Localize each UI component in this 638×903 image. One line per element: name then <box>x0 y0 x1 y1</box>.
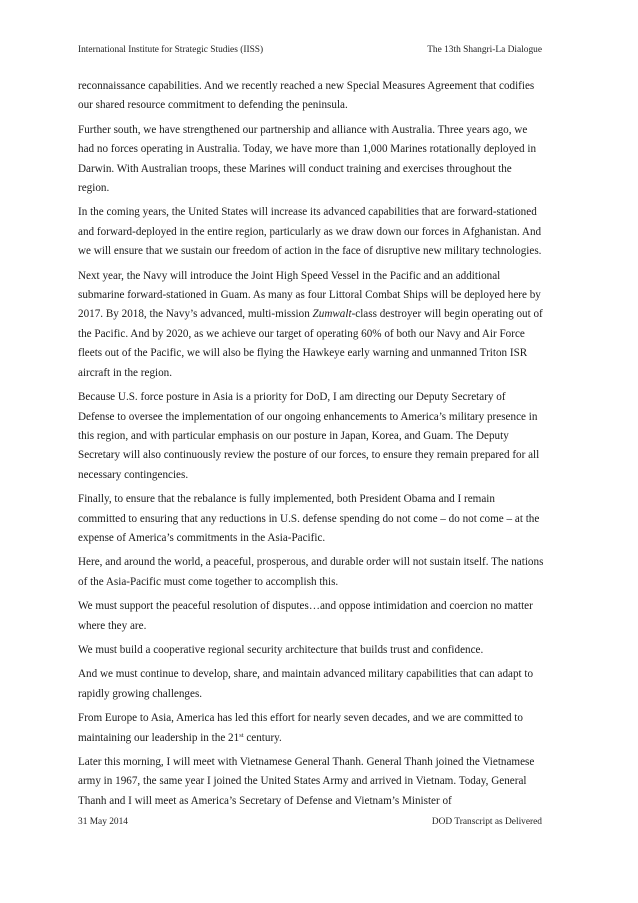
footer-date: 31 May 2014 <box>78 817 128 827</box>
paragraph: In the coming years, the United States will increase its advanced capabilities that are forward-stationed and forward-deployed in the entire region, particularly as we draw down our forces in Afghanistan. And we will ensure that we sustain our freedom of action in the face of disruptive new military technologies. <box>78 206 542 258</box>
paragraph-text: century. <box>243 731 282 744</box>
ship-class-name: Zumwalt <box>312 308 352 321</box>
page-footer <box>78 816 542 828</box>
page-header <box>78 44 542 56</box>
header-event: The 13th Shangri-La Dialogue <box>427 45 542 55</box>
paragraph: Later this morning, I will meet with Vietnamese General Thanh. General Thanh joined the Vietnamese army in 1967, the same year I joined the United States Army and arrived in Vietnam. Today, General Thanh and I will meet as America’s Secretary of Defense and Vietnam’s Minister of <box>78 756 535 807</box>
footer-transcript-note: DOD Transcript as Delivered <box>431 817 542 827</box>
paragraph-text: From Europe to Asia, America has led this effort for nearly seven decades, and we are committed to maintaining our leadership in the 21 <box>78 712 523 744</box>
paragraph: Because U.S. force posture in Asia is a priority for DoD, I am directing our Deputy Secretary of Defense to oversee the implementation of our ongoing enhancements to America’s military presence in this region, and with particular emphasis on our posture in Japan, Korea, and Guam. The Deputy Secretary will also continuously review the posture of our forces, to ensure they remain prepared for all necessary contingencies. <box>78 391 540 481</box>
paragraph: Here, and around the world, a peaceful, prosperous, and durable order will not sustain itself. The nations of the Asia-Pacific must come together to accomplish this. <box>78 556 544 588</box>
paragraph: We must support the peaceful resolution of disputes…and oppose intimidation and coercion no matter where they are. <box>78 600 533 632</box>
paragraph <box>78 709 544 748</box>
paragraph-text: Next year, the Navy will introduce the Joint High Speed Vessel in the Pacific and an additional submarine forward-stationed in Guam. As many as four Littoral Combat Ships will be deployed here by 2017. By 2018, the Navy’s advanced, multi-mission <box>78 269 541 321</box>
document-body <box>78 77 544 816</box>
paragraph: Further south, we have strengthened our partnership and alliance with Australia. Three years ago, we had no forces operating in Australia. Today, we have more than 1,000 Marines rotationally deployed in Darwin. With Australian troops, these Marines will conduct training and exercises throughout the region. <box>78 123 537 195</box>
paragraph: Finally, to ensure that the rebalance is fully implemented, both President Obama and I remain committed to ensuring that any reductions in U.S. defense spending do not come – do not come – at the expense of America’s commitments in the Asia-Pacific. <box>78 493 540 544</box>
ordinal-suffix: st <box>239 731 244 739</box>
paragraph <box>78 267 544 383</box>
paragraph: reconnaissance capabilities. And we recently reached a new Special Measures Agreement that codifies our shared resource commitment to defending the peninsula. <box>78 80 535 112</box>
paragraph-text: -class destroyer will begin operating out of the Pacific. And by 2020, as we achieve our target of operating 60% of both our Navy and Air Force fleets out of the Pacific, we will also be flying the Hawkeye early warning and unmanned Triton ISR aircraft in the region. <box>78 308 543 379</box>
paragraph: And we must continue to develop, share, and maintain advanced military capabilities that can adapt to rapidly growing challenges. <box>78 668 534 700</box>
paragraph: We must build a cooperative regional security architecture that builds trust and confidence. <box>78 643 484 656</box>
header-organization: International Institute for Strategic Studies (IISS) <box>78 45 264 55</box>
